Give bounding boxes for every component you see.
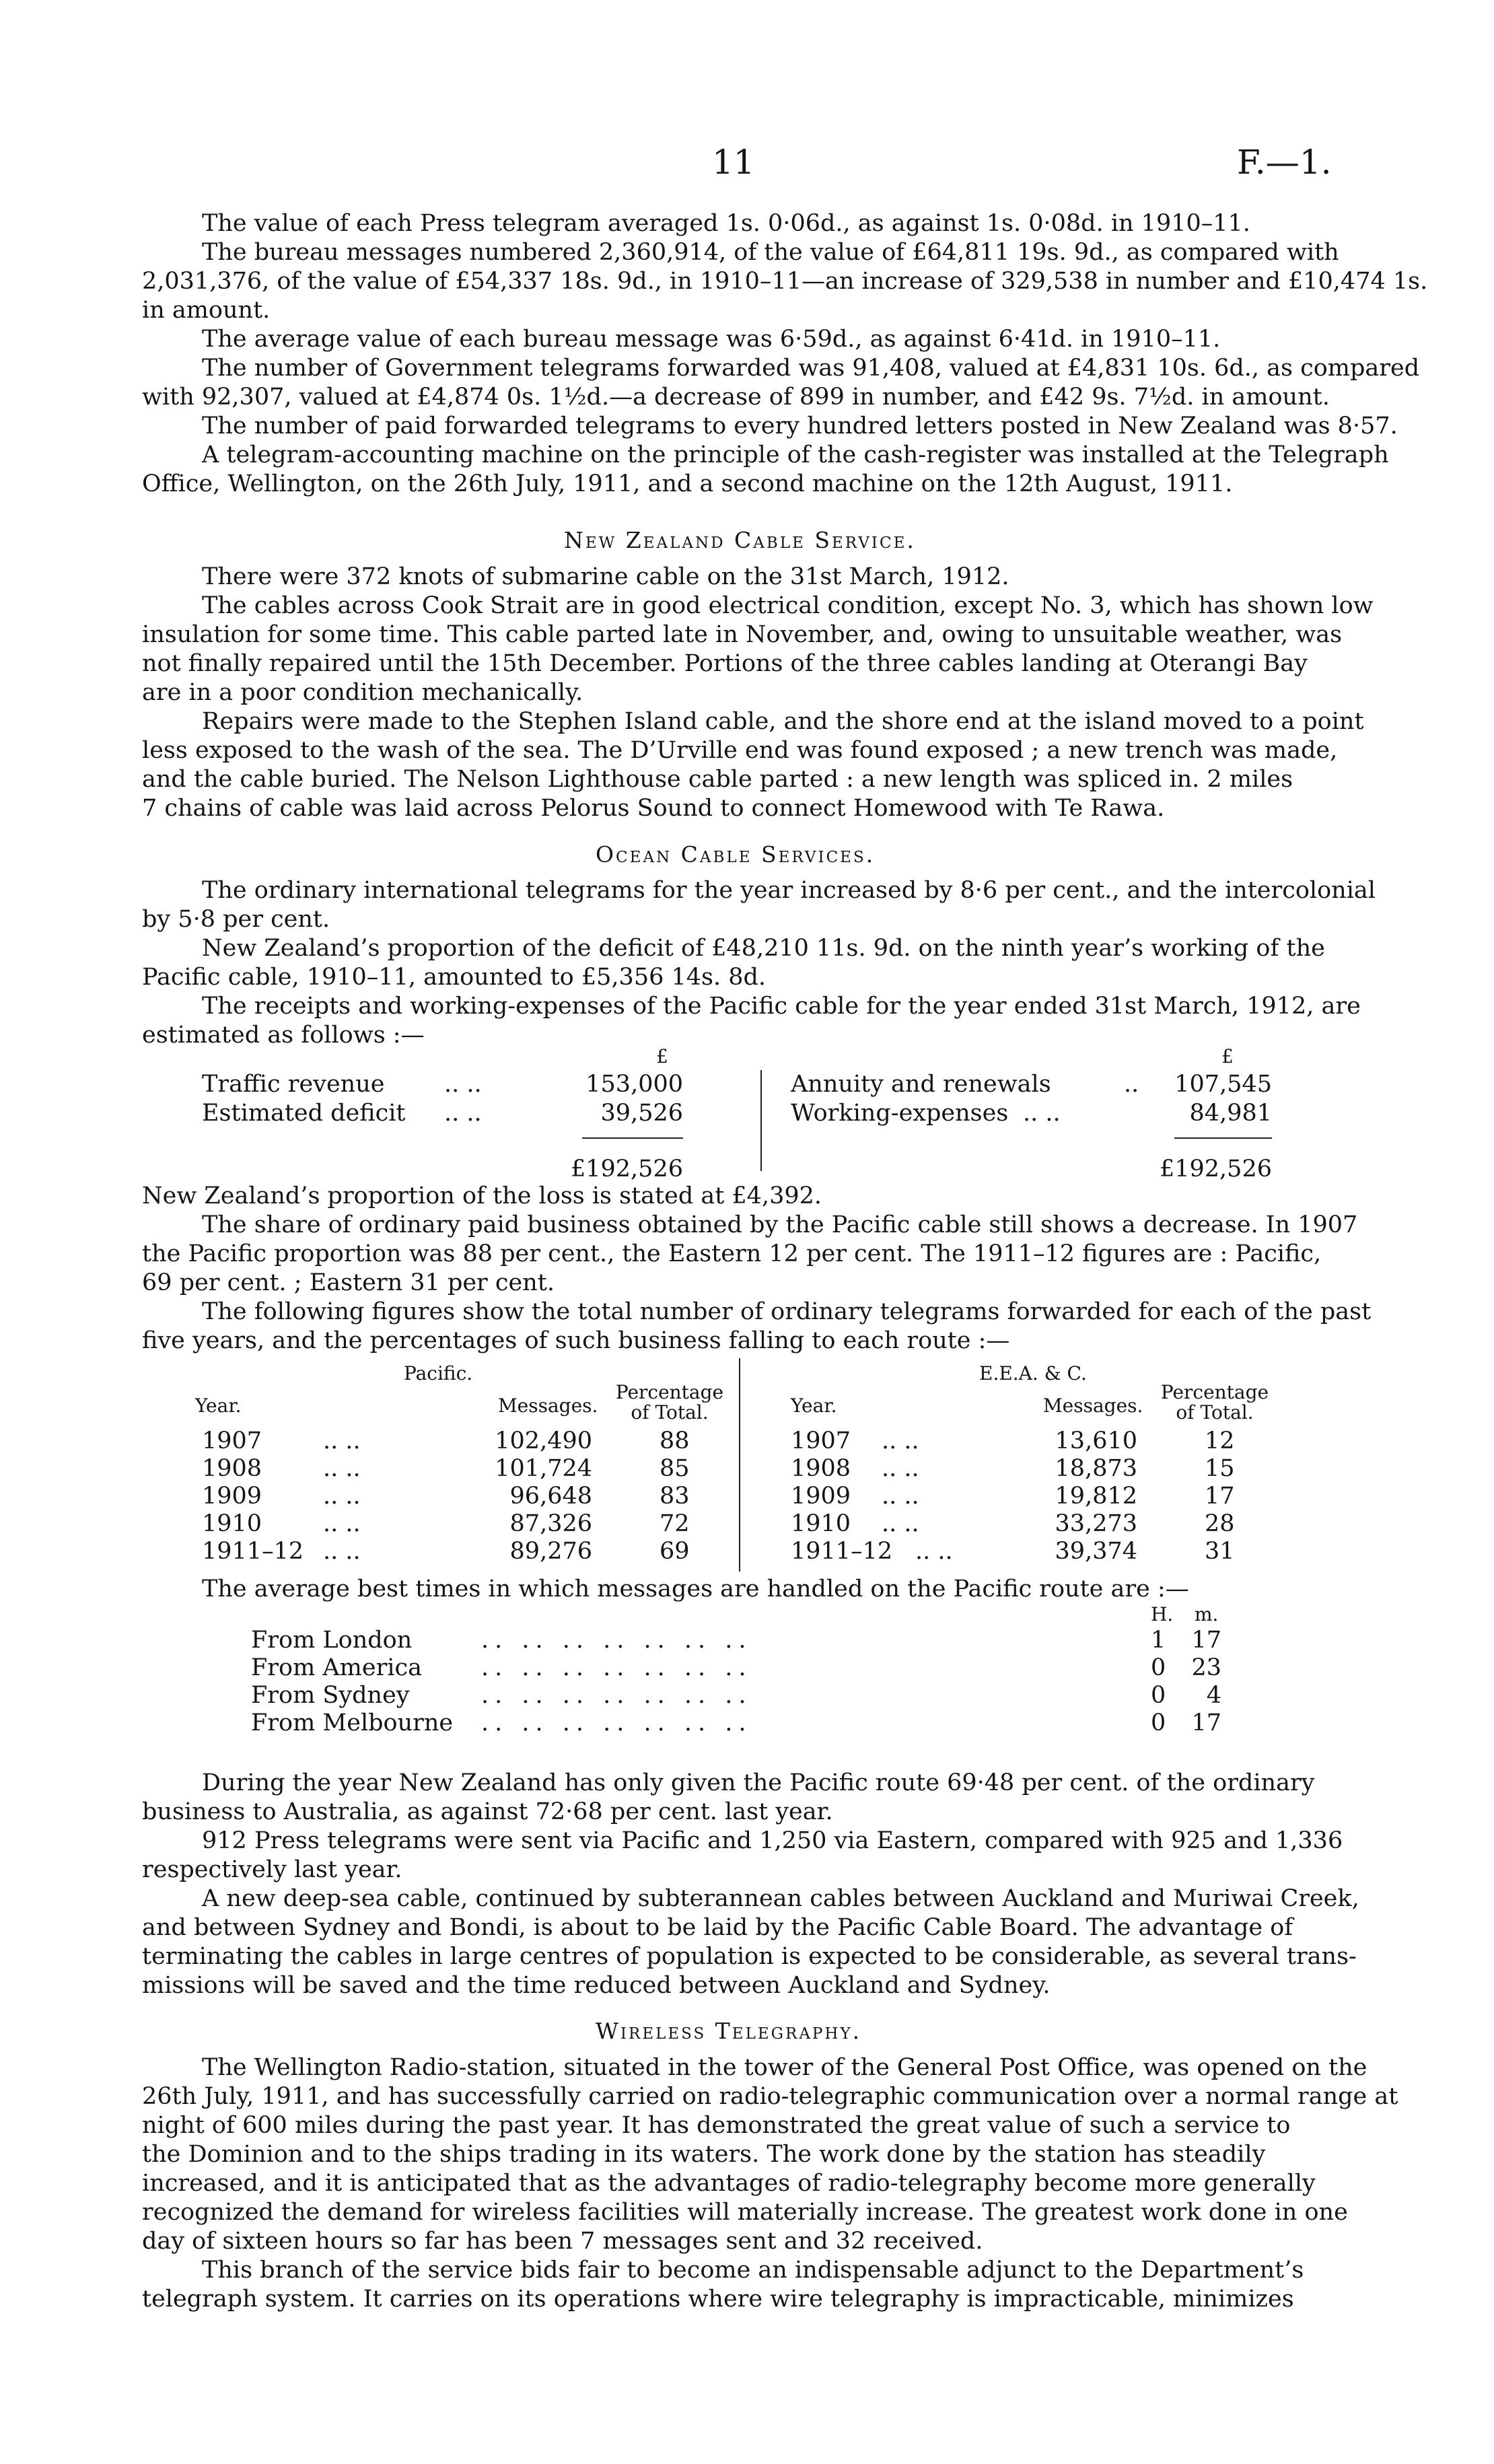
table-cell-messages: 13,610 xyxy=(1055,1428,1137,1454)
leader-dots: .. .. .. .. .. .. .. xyxy=(481,1710,752,1736)
time-hours: 0 xyxy=(1151,1710,1166,1736)
table-cell-messages: 89,276 xyxy=(509,1538,592,1565)
expense-amount: 84,981 xyxy=(1189,1100,1272,1127)
text-line: The receipts and working-expenses of the Pacific cable for the year ended 31st March, 1912, are xyxy=(202,993,1361,1020)
receipt-amount: 39,526 xyxy=(600,1100,683,1127)
text-line: A new deep-sea cable, continued by subterannean cables between Auckland and Muriwai Creek, xyxy=(202,1885,1359,1912)
text-line: The following figures show the total number of ordinary telegrams forwarded for each of the past xyxy=(202,1298,1372,1325)
expenses-total: £192,526 xyxy=(1159,1156,1272,1183)
total-rule xyxy=(582,1137,683,1139)
table-cell-year: 1907 xyxy=(202,1428,262,1454)
text-line: Office, Wellington, on the 26th July, 1911, and a second machine on the 12th August, 1911. xyxy=(142,470,1233,497)
text-line: The average value of each bureau message was 6·59d., as against 6·41d. in 1910–11. xyxy=(202,326,1221,353)
table-cell-percentage: 88 xyxy=(660,1428,690,1454)
col-percentage xyxy=(1158,1382,1272,1423)
table-cell-messages: 87,326 xyxy=(509,1510,592,1537)
leader-dots: .. .. xyxy=(882,1510,919,1537)
table-cell-percentage: 83 xyxy=(660,1483,690,1510)
time-hours: 0 xyxy=(1151,1682,1166,1709)
receipt-label: Estimated deficit xyxy=(202,1100,406,1127)
text-line: terminating the cables in large centres of population is expected to be considerable, as several trans- xyxy=(142,1943,1357,1970)
text-line: by 5·8 per cent. xyxy=(142,906,330,933)
document-reference: F.—1. xyxy=(1237,143,1332,182)
table-cell-year: 1909 xyxy=(202,1483,262,1510)
expense-amount: 107,545 xyxy=(1174,1071,1272,1098)
leader-dots: .. .. xyxy=(323,1428,361,1454)
text-line: in amount. xyxy=(142,297,271,324)
table-cell-year: 1909 xyxy=(791,1483,851,1510)
leader-dots: .. .. .. .. .. .. .. xyxy=(481,1627,752,1654)
leader-dots: .. .. xyxy=(323,1510,361,1537)
currency-symbol: £ xyxy=(656,1045,668,1067)
table-cell-messages: 33,273 xyxy=(1055,1510,1137,1537)
col-year: Year. xyxy=(791,1395,837,1417)
leader-dots: .. .. xyxy=(882,1483,919,1510)
text-line: Repairs were made to the Stephen Island cable, and the shore end at the island moved to a point xyxy=(202,708,1364,735)
text-line: A telegram-accounting machine on the principle of the cash-register was installed at the Telegraph xyxy=(202,442,1389,468)
text-line: recognized the demand for wireless facilities will materially increase. The greatest work done in one xyxy=(142,2199,1348,2226)
col-percentage-line1: Percentage xyxy=(1160,1381,1269,1403)
text-line: estimated as follows :— xyxy=(142,1022,425,1049)
total-rule xyxy=(1174,1137,1272,1139)
text-line: telegraph system. It carries on its operations where wire telegraphy is impracticable, minimizes xyxy=(142,2286,1294,2313)
table-cell-percentage: 31 xyxy=(1205,1538,1235,1565)
table-cell-percentage: 85 xyxy=(660,1455,690,1482)
route-origin: From London xyxy=(251,1627,413,1654)
table-cell-year: 1911–12 xyxy=(791,1538,893,1565)
time-minutes: 4 xyxy=(1206,1682,1221,1709)
text-line: The share of ordinary paid business obtained by the Pacific cable still shows a decrease. In 1907 xyxy=(202,1211,1358,1238)
text-line: and between Sydney and Bondi, is about to be laid by the Pacific Cable Board. The advantage of xyxy=(142,1914,1293,1941)
leader-dots: .. .. xyxy=(323,1538,361,1565)
text-line: the Dominion and to the ships trading in its waters. The work done by the station has steadily xyxy=(142,2141,1266,2168)
leader-dots: .. .. xyxy=(1023,1100,1061,1127)
time-minutes: 17 xyxy=(1191,1710,1221,1736)
col-hours: H. xyxy=(1151,1603,1174,1625)
receipt-amount: 153,000 xyxy=(585,1071,683,1098)
text-line: not finally repaired until the 15th December. Portions of the three cables landing at Oterangi Bay xyxy=(142,650,1308,677)
text-line: night of 600 miles during the past year. It has demonstrated the great value of such a service to xyxy=(142,2112,1291,2139)
section-heading: New Zealand Cable Service. xyxy=(564,527,916,553)
text-line: 912 Press telegrams were sent via Pacific and 1,250 via Eastern, compared with 925 and 1,336 xyxy=(202,1827,1343,1854)
table-cell-year: 1908 xyxy=(791,1455,851,1482)
text-line: with 92,307, valued at £4,874 0s. 1½d.—a decrease of 899 in number, and £42 9s. 7½d. in amount. xyxy=(142,384,1330,411)
receipts-total: £192,526 xyxy=(570,1156,683,1183)
text-line: and the cable buried. The Nelson Lighthouse cable parted : a new length was spliced in. 2 miles xyxy=(142,766,1293,793)
text-line: respectively last year. xyxy=(142,1856,402,1883)
table-cell-percentage: 69 xyxy=(660,1538,690,1565)
col-percentage-line2: of Total. xyxy=(1176,1401,1254,1423)
table-cell-year: 1907 xyxy=(791,1428,851,1454)
col-messages: Messages. xyxy=(498,1395,598,1417)
time-hours: 1 xyxy=(1151,1627,1166,1654)
table-cell-percentage: 17 xyxy=(1205,1483,1235,1510)
text-line: business to Australia, as against 72·68 per cent. last year. xyxy=(142,1798,833,1825)
text-line: Pacific cable, 1910–11, amounted to £5,356 14s. 8d. xyxy=(142,964,767,991)
table-cell-year: 1911–12 xyxy=(202,1538,304,1565)
leader-dots: .. .. xyxy=(323,1483,361,1510)
table-cell-year: 1910 xyxy=(202,1510,262,1537)
text-line: The value of each Press telegram averaged 1s. 0·06d., as against 1s. 0·08d. in 1910–11. xyxy=(202,210,1250,237)
table-cell-messages: 96,648 xyxy=(509,1483,592,1510)
leader-dots: .. .. xyxy=(915,1538,953,1565)
text-line: 2,031,376, of the value of £54,337 18s. 9d., in 1910–11—an increase of 329,538 in number and £10,474 1s. xyxy=(142,268,1428,295)
text-line: During the year New Zealand has only given the Pacific route 69·48 per cent. of the ordinary xyxy=(202,1769,1315,1796)
receipt-label: Traffic revenue xyxy=(202,1071,385,1098)
leader-dots: .. .. xyxy=(444,1100,482,1127)
text-line: 7 chains of cable was laid across Pelorus Sound to connect Homewood with Te Rawa. xyxy=(142,795,1165,822)
text-line: The number of Government telegrams forwarded was 91,408, valued at £4,831 10s. 6d., as compared xyxy=(202,355,1420,382)
route-origin: From Sydney xyxy=(251,1682,410,1709)
text-line: 26th July, 1911, and has successfully carried on radio-telegraphic communication over a normal range at xyxy=(142,2083,1398,2110)
text-line: There were 372 knots of submarine cable on the 31st March, 1912. xyxy=(202,563,1009,590)
section-heading: Wireless Telegraphy. xyxy=(596,2018,862,2044)
text-line: day of sixteen hours so far has been 7 messages sent and 32 received. xyxy=(142,2228,983,2255)
table-cell-percentage: 28 xyxy=(1205,1510,1235,1537)
col-percentage-line1: Percentage xyxy=(615,1381,724,1403)
leader-dots: .. .. xyxy=(444,1071,482,1098)
col-minutes: m. xyxy=(1195,1603,1219,1625)
text-line: are in a poor condition mechanically. xyxy=(142,679,583,706)
text-line: This branch of the service bids fair to become an indispensable adjunct to the Department’s xyxy=(202,2257,1304,2284)
col-percentage-line2: of Total. xyxy=(631,1401,709,1423)
leader-dots: .. .. .. .. .. .. .. xyxy=(481,1654,752,1681)
leader-dots: .. .. xyxy=(882,1455,919,1482)
expense-label: Working-expenses xyxy=(791,1100,1009,1127)
route-origin: From America xyxy=(251,1654,422,1681)
expense-label: Annuity and renewals xyxy=(791,1071,1051,1098)
text-line: The Wellington Radio-station, situated in the tower of the General Post Office, was opened on the xyxy=(202,2054,1367,2081)
text-line: The bureau messages numbered 2,360,914, of the value of £64,811 19s. 9d., as compared with xyxy=(202,239,1339,266)
text-line: less exposed to the wash of the sea. The D’Urville end was found exposed ; a new trench was made, xyxy=(142,737,1338,764)
text-line: The number of paid forwarded telegrams to every hundred letters posted in New Zealand was 8·57. xyxy=(202,413,1398,439)
text-line: missions will be saved and the time reduced between Auckland and Sydney. xyxy=(142,1972,1051,1999)
text-line: increased, and it is anticipated that as the advantages of radio-telegraphy become more generally xyxy=(142,2170,1316,2197)
col-percentage xyxy=(612,1382,727,1423)
table-cell-percentage: 12 xyxy=(1205,1428,1235,1454)
time-hours: 0 xyxy=(1151,1654,1166,1681)
text-line: 69 per cent. ; Eastern 31 per cent. xyxy=(142,1269,555,1296)
leader-dots: .. .. .. .. .. .. .. xyxy=(481,1682,752,1709)
table-cell-year: 1910 xyxy=(791,1510,851,1537)
page-number: 11 xyxy=(712,143,755,182)
text-line: The average best times in which messages are handled on the Pacific route are :— xyxy=(202,1576,1189,1603)
table-cell-percentage: 15 xyxy=(1205,1455,1235,1482)
table-cell-messages: 18,873 xyxy=(1055,1455,1137,1482)
table-cell-messages: 102,490 xyxy=(495,1428,592,1454)
leader-dots: .. .. xyxy=(323,1455,361,1482)
col-messages: Messages. xyxy=(1043,1395,1143,1417)
text-line: the Pacific proportion was 88 per cent., the Eastern 12 per cent. The 1911–12 figures are : Pacific, xyxy=(142,1240,1322,1267)
table-cell-messages: 19,812 xyxy=(1055,1483,1137,1510)
table-cell-year: 1908 xyxy=(202,1455,262,1482)
text-line: insulation for some time. This cable parted late in November, and, owing to unsuitable weather, was xyxy=(142,621,1343,648)
time-minutes: 23 xyxy=(1191,1654,1221,1681)
time-minutes: 17 xyxy=(1191,1627,1221,1654)
pacific-title: Pacific. xyxy=(404,1362,473,1384)
column-divider xyxy=(760,1070,762,1171)
section-heading: Ocean Cable Services. xyxy=(596,841,876,868)
table-cell-messages: 101,724 xyxy=(495,1455,592,1482)
leader-dots: .. .. xyxy=(882,1428,919,1454)
text-line: New Zealand’s proportion of the loss is stated at £4,392. xyxy=(142,1183,822,1209)
table-cell-messages: 39,374 xyxy=(1055,1538,1137,1565)
text-line: The cables across Cook Strait are in good electrical condition, except No. 3, which has shown low xyxy=(202,592,1374,619)
text-line: New Zealand’s proportion of the deficit of £48,210 11s. 9d. on the ninth year’s working of the xyxy=(202,935,1325,962)
leader-dots: .. xyxy=(1124,1071,1139,1098)
currency-symbol: £ xyxy=(1221,1045,1234,1067)
table-cell-percentage: 72 xyxy=(660,1510,690,1537)
text-line: five years, and the percentages of such business falling to each route :— xyxy=(142,1327,1010,1354)
route-origin: From Melbourne xyxy=(251,1710,454,1736)
col-year: Year. xyxy=(195,1395,242,1417)
column-divider xyxy=(739,1358,740,1572)
text-line: The ordinary international telegrams for the year increased by 8·6 per cent., and the intercolonial xyxy=(202,877,1376,904)
eea-title: E.E.A. & C. xyxy=(979,1362,1087,1384)
